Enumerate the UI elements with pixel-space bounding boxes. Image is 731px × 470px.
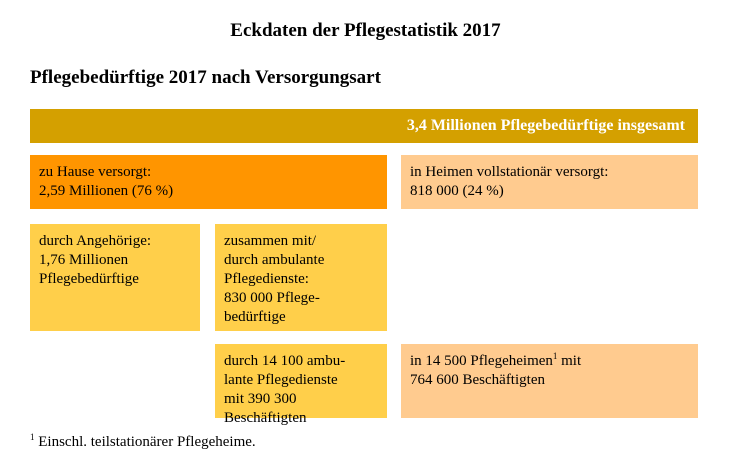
footnote-number: 1 xyxy=(30,432,35,442)
footnote xyxy=(30,434,256,451)
ambulant-care-box xyxy=(215,224,387,331)
relatives-line-2: 1,76 Millionen xyxy=(39,252,129,268)
ambulant-line-1: zusammen mit/ xyxy=(224,233,317,249)
homes-line-1-text: in 14 500 Pflegeheimen xyxy=(410,353,553,369)
total-bar xyxy=(30,109,698,143)
home-care-box xyxy=(30,155,387,209)
inpatient-care-value: 818 000 (24 %) xyxy=(410,183,504,199)
section-subtitle: Pflegebedürftige 2017 nach Versorgungsart xyxy=(30,67,381,88)
inpatient-care-box xyxy=(401,155,698,209)
care-services-box xyxy=(215,344,387,426)
ambulant-line-3: Pflegedienste: xyxy=(224,271,309,287)
services-line-4: Beschäftigten xyxy=(224,410,307,426)
home-care-label: zu Hause versorgt: xyxy=(39,164,152,180)
services-line-1: durch 14 100 ambu- xyxy=(224,353,346,369)
page-title: Eckdaten der Pflegestatistik 2017 xyxy=(230,20,501,41)
homes-line-1 xyxy=(410,352,689,371)
relatives-line-3: Pflegebedürftige xyxy=(39,271,139,287)
ambulant-line-2: durch ambulante xyxy=(224,252,325,268)
footnote-marker: 1 xyxy=(552,351,558,361)
footnote-text: Einschl. teilstationärer Pflegeheime. xyxy=(34,434,256,450)
relatives-care-box xyxy=(30,224,200,331)
homes-line-2: 764 600 Beschäftigten xyxy=(410,372,545,388)
ambulant-line-4: 830 000 Pflege- xyxy=(224,290,320,306)
inpatient-care-label: in Heimen vollstationär versorgt: xyxy=(410,164,609,180)
relatives-line-1: durch Angehörige: xyxy=(39,233,152,249)
total-label: 3,4 Millionen Pflegebedürftige insgesamt xyxy=(406,117,685,134)
nursing-homes-box xyxy=(401,344,698,418)
services-line-3: mit 390 300 xyxy=(224,391,297,407)
services-line-2: lante Pflegedienste xyxy=(224,372,338,388)
ambulant-line-5: bedürftige xyxy=(224,309,286,325)
homes-line-1-suffix: mit xyxy=(557,353,582,369)
home-care-value: 2,59 Millionen (76 %) xyxy=(39,183,174,199)
